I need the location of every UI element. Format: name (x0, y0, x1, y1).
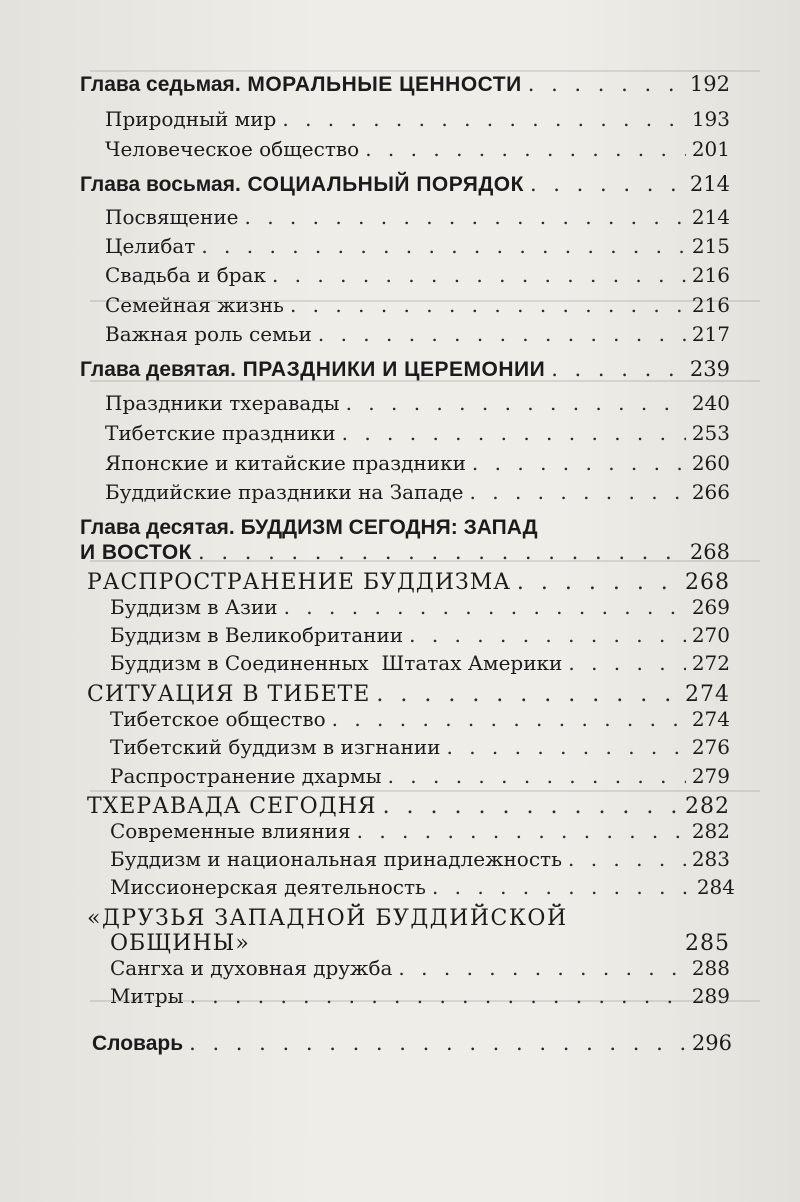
item-title: Современные влияния (110, 819, 351, 843)
page-number: 268 (689, 540, 730, 564)
page-number: 253 (691, 421, 730, 445)
leader-dots (432, 875, 691, 899)
leader-dots (447, 735, 686, 759)
toc-item[interactable] (110, 735, 730, 759)
item-title: Сангха и духовная дружба (110, 956, 393, 980)
item-title: Целибат (105, 234, 196, 258)
chapter-title: МОРАЛЬНЫЕ ЦЕННОСТИ (247, 73, 522, 96)
page-number: 288 (691, 956, 730, 980)
page-number: 239 (689, 357, 730, 381)
item-title: Японские и китайские праздники (105, 451, 466, 475)
page-number: 201 (691, 137, 730, 161)
toc-item[interactable] (105, 391, 730, 415)
toc-item[interactable] (105, 421, 730, 445)
page-number: 214 (689, 172, 730, 196)
leader-dots (189, 1031, 686, 1055)
toc-glossary[interactable] (92, 1031, 732, 1056)
page-number: 282 (691, 819, 730, 843)
item-title: Праздники тхеравады (105, 391, 340, 415)
page-number: 283 (691, 847, 730, 871)
page-number: 215 (691, 234, 730, 258)
item-title: Свадьба и брак (105, 263, 266, 287)
leader-dots (409, 623, 686, 647)
leader-dots (568, 847, 686, 871)
toc-section-2[interactable] (87, 682, 730, 707)
chapter-title: БУДДИЗМ СЕГОДНЯ: ЗАПАД (240, 516, 538, 539)
leader-dots (388, 764, 686, 788)
page-number: 268 (685, 570, 730, 595)
chapter-label: Глава десятая. (80, 516, 235, 539)
leader-dots (517, 570, 679, 595)
page-number: 274 (691, 707, 730, 731)
leader-dots (376, 682, 679, 707)
toc-section-4[interactable] (110, 931, 730, 956)
page-number: 276 (691, 735, 730, 759)
item-title: Митры (110, 984, 184, 1008)
section-title: «ДРУЗЬЯ ЗАПАДНОЙ БУДДИЙСКОЙ (87, 906, 568, 931)
leader-dots (530, 172, 684, 196)
toc-item[interactable] (110, 875, 735, 899)
leader-dots (365, 137, 686, 161)
toc-item[interactable] (110, 764, 730, 788)
item-title: Семейная жизнь (105, 293, 284, 317)
item-title: Буддизм в Великобритании (110, 623, 404, 647)
page-number: 282 (685, 794, 730, 819)
chapter-label: Глава восьмая. (80, 173, 241, 196)
page-number: 274 (685, 682, 730, 707)
toc-item[interactable] (105, 293, 730, 317)
toc-item[interactable] (105, 263, 730, 287)
leader-dots (357, 819, 686, 843)
page-number: 289 (691, 984, 730, 1008)
toc-item[interactable] (110, 819, 730, 843)
page-number: 266 (691, 480, 730, 504)
chapter-label: Глава седьмая. (80, 73, 241, 96)
page-number: 284 (696, 875, 735, 899)
item-title: Буддизм и национальная принадлежность (110, 847, 562, 871)
glossary-title: Словарь (92, 1032, 184, 1055)
leader-dots (282, 107, 685, 131)
toc-section-1[interactable] (87, 570, 730, 595)
leader-dots (245, 205, 686, 229)
leader-dots (568, 651, 685, 675)
toc-section-4-line1[interactable] (87, 906, 568, 931)
leader-dots (528, 72, 684, 96)
chapter-title-cont: И ВОСТОК (80, 541, 193, 564)
toc-item[interactable] (110, 707, 730, 731)
item-title: Природный мир (105, 107, 277, 131)
item-title: Буддийские праздники на Западе (105, 480, 464, 504)
leader-dots (332, 707, 686, 731)
page-number: 296 (691, 1031, 732, 1055)
leader-dots (284, 595, 686, 619)
leader-dots (342, 421, 686, 445)
section-title-cont: ОБЩИНЫ» (110, 931, 250, 956)
leader-dots (551, 357, 684, 381)
item-title: Тибетские праздники (105, 421, 336, 445)
section-title: СИТУАЦИЯ В ТИБЕТЕ (87, 682, 371, 707)
toc-chapter-7[interactable] (80, 72, 730, 97)
leader-dots (201, 234, 685, 258)
toc-item[interactable] (105, 205, 730, 229)
toc-chapter-10-line1[interactable] (80, 516, 538, 540)
leader-dots (190, 984, 686, 1008)
item-title: Важная роль семьи (105, 322, 312, 346)
chapter-title: ПРАЗДНИКИ И ЦЕРЕМОНИИ (242, 358, 546, 381)
page-number: 216 (691, 293, 730, 317)
toc-item[interactable] (105, 107, 730, 131)
item-title: Распространение дхармы (110, 764, 382, 788)
page-number: 272 (691, 651, 730, 675)
toc-item[interactable] (105, 137, 730, 161)
toc-item[interactable] (110, 595, 730, 619)
page-number: 214 (691, 205, 730, 229)
page-number: 217 (691, 322, 730, 346)
section-title: ТХЕРАВАДА СЕГОДНЯ (87, 794, 377, 819)
toc-item[interactable] (110, 623, 730, 647)
toc-item[interactable] (110, 651, 730, 675)
item-title: Миссионерская деятельность (110, 875, 426, 899)
leader-dots (198, 540, 684, 564)
toc-item[interactable] (105, 234, 730, 258)
page-number: 192 (689, 72, 730, 96)
toc-chapter-10[interactable] (80, 540, 730, 565)
item-title: Буддизм в Азии (110, 595, 278, 619)
toc-item[interactable] (105, 322, 730, 346)
toc-chapter-9[interactable] (80, 357, 730, 382)
toc-item[interactable] (105, 451, 730, 475)
page-number: 240 (691, 391, 730, 415)
page-number: 270 (691, 623, 730, 647)
page-number: 193 (691, 107, 730, 131)
chapter-title: СОЦИАЛЬНЫЙ ПОРЯДОК (247, 173, 524, 196)
toc-item[interactable] (110, 984, 730, 1008)
page-number: 279 (691, 764, 730, 788)
leader-dots (470, 480, 686, 504)
item-title: Буддизм в Соединенных Штатах Америки (110, 651, 563, 675)
item-title: Человеческое общество (105, 137, 360, 161)
toc-chapter-8[interactable] (80, 172, 730, 197)
leader-dots (383, 794, 679, 819)
leader-dots (346, 391, 686, 415)
page-number: 285 (685, 931, 730, 956)
leader-dots (290, 293, 686, 317)
item-title: Посвящение (105, 205, 239, 229)
leader-dots (272, 263, 686, 287)
leader-dots (472, 451, 686, 475)
toc-item[interactable] (105, 480, 730, 504)
page-number: 260 (691, 451, 730, 475)
section-title: РАСПРОСТРАНЕНИЕ БУДДИЗМА (87, 570, 511, 595)
item-title: Тибетское общество (110, 707, 326, 731)
leader-dots (318, 322, 686, 346)
toc-section-3[interactable] (87, 794, 730, 819)
toc-item[interactable] (110, 847, 730, 871)
leader-dots (398, 956, 685, 980)
toc-item[interactable] (110, 956, 730, 980)
page-number: 269 (691, 595, 730, 619)
page-number: 216 (691, 263, 730, 287)
item-title: Тибетский буддизм в изгнании (110, 735, 441, 759)
chapter-label: Глава девятая. (80, 358, 236, 381)
